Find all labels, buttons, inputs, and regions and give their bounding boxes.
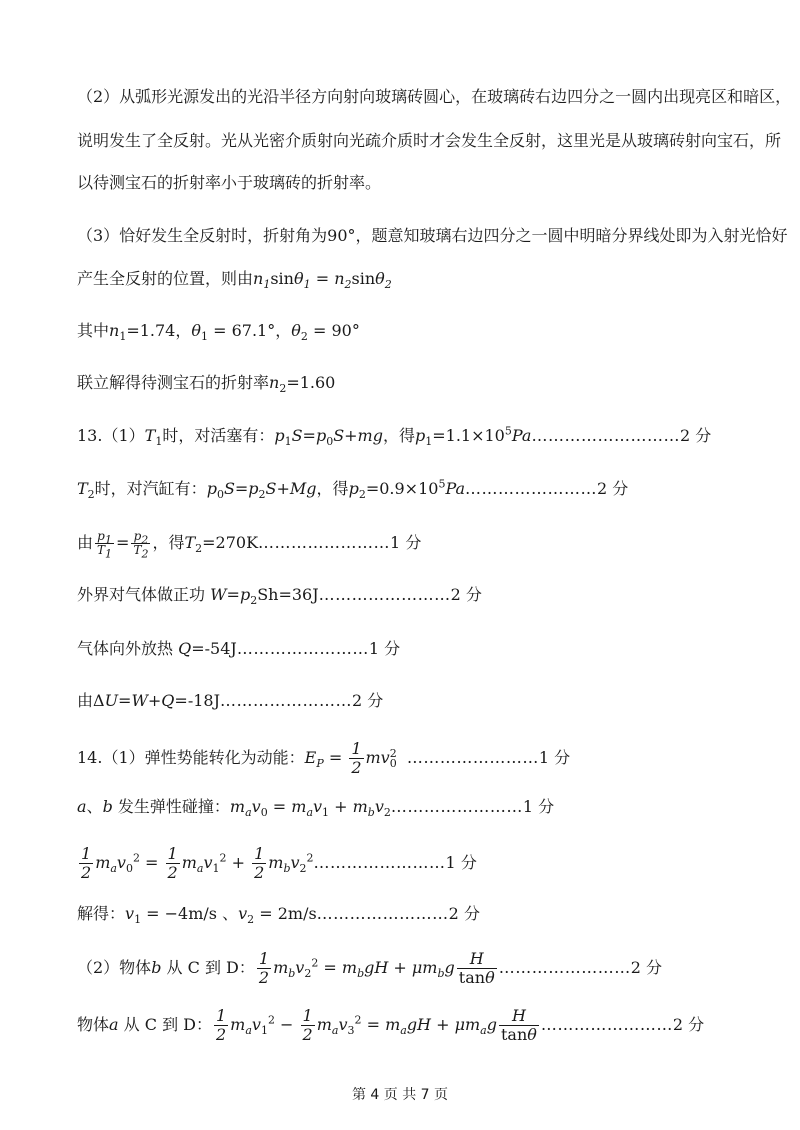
page-number: 第 4 页 共 7 页 [351, 1087, 449, 1103]
s12-p2-line1: （2）从弧形光源发出的光沿半径方向射向玻璃砖圆心，在玻璃砖右边四分之一圆内出现亮区和暗区， [77, 87, 792, 106]
s12-p3-line1: （3）恰好发生全反射时，折射角为90°，题意知玻璃右边四分之一圆中明暗分界线处即为入射光恰好 [77, 226, 788, 245]
s12-p3-line4: 联立解得待测宝石的折射率$n_2=1.60$ [77, 373, 336, 396]
s14-line1: 14.（1）弹性势能转化为动能：$E_P$ = $\frac{1}{2}$ $mv_0^2$ ……………………1 分 [77, 739, 571, 777]
s14-line4: 解得：$v_1 = -4m/s$ 、$v_2$ = 2m/s……………………2 分 [77, 904, 480, 927]
s12-p2-line2: 说明发生了全反射。光从光密介质射向光疏介质时才会发生全反射，这里光是从玻璃砖射向宝石，所 [77, 131, 782, 150]
s14-line2: a、b 发生弹性碰撞：$m_av_0 = m_av_1$ + $m_bv_2\dots\dots\dots\dots\dots\dots\dots\dots 1$ 分 [77, 797, 555, 820]
s14-line5: （2）物体b 从 C 到 D： $\frac{1}{2}$ $m_bv_2^2 = m_bgH + \mu m_bg$ $\frac{H}{\tan\theta}$ ……………………2 分 [77, 949, 662, 987]
s12-p2-line3: 以待测宝石的折射率小于玻璃砖的折射率。 [77, 173, 382, 192]
s14-line6: 物体a 从 C 到 D： $\frac{1}{2}$ $m_av_1^2$ − $\frac{1}{2}$ $m_av_3^2 = m_agH + \mu m_ag$ $\frac{H}{\tan\theta}$ ……………………2 分 [77, 1006, 705, 1044]
s14-line3: $\frac{1}{2}$ $m_av_0^2$ = $\frac{1}{2}$ $m_av_1^2$ + $\frac{1}{2}$ $m_bv_2^2\dots\dots\dots\dots\dots\dots\dots\dots 1$ 分 [81, 844, 477, 882]
s13-line3: 由 $\frac{p_1}{T_1}$ = $\frac{p_2}{T_2}$ ，得$T_2=270K\dots\dots\dots\dots\dots\dots\dots\dots 1$ 分 [77, 529, 422, 561]
s13-line1: $13.(1)T_1$时，对活塞有：$p_1S=p_0S+mg$，得$p_1=1.1\times 10^5Pa\dots\dots\dots\dots\dots\dots\dots\dots\dots 2$ 分 [77, 424, 712, 449]
s13-line5: 气体向外放热 Q=-54J……………………1 分 [77, 639, 401, 658]
s12-p3-line2: 产生全反射的位置，则由$n_1\sin\theta_1 = n_2\sin\theta_2$ [77, 269, 392, 292]
s13-line4: 外界对气体做正功 $W=p_2Sh=36J\dots\dots\dots\dots\dots\dots\dots\dots 2$ 分 [77, 585, 482, 608]
s13-line6: 由ΔU=W+Q=-18J……………………2 分 [77, 691, 384, 710]
s13-line2: $T_2$时，对汽缸有：$p_0S=p_2S+Mg$，得$p_2=0.9\times 10^5Pa\dots\dots\dots\dots\dots\dots\dots\dots 2$ 分 [77, 477, 629, 502]
s12-p3-line3: 其中$n_1=1.74$，$\theta_1 = 67.1^\circ$，$\theta_2 = 90^\circ$ [77, 321, 360, 344]
